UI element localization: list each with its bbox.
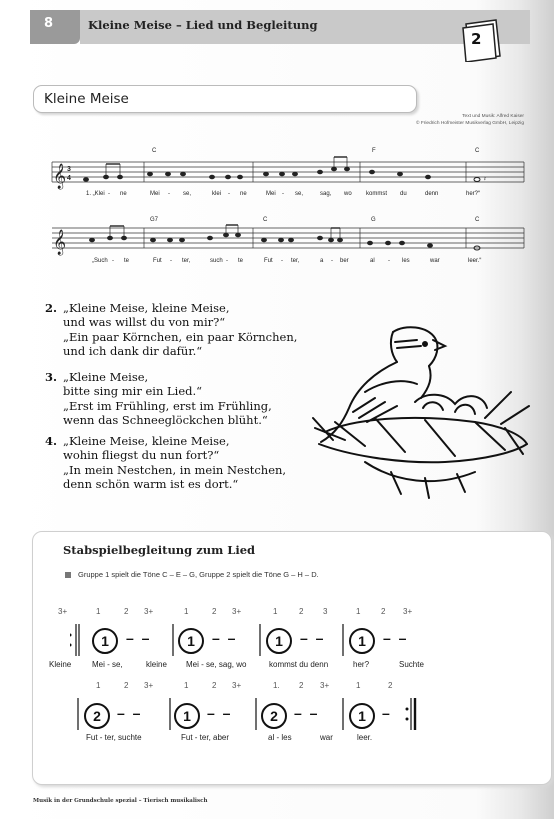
verse-line: denn schön warm ist es dort.“ (63, 476, 239, 491)
lyric-syllable: such (210, 258, 223, 264)
note-circle: 1 (349, 628, 375, 654)
accomp-lyric: leer. (357, 733, 373, 742)
svg-text:4: 4 (67, 175, 71, 182)
note-circle: 1 (178, 628, 204, 654)
lyric-syllable: ter, (291, 258, 300, 264)
beat-count: 1 (184, 607, 189, 616)
chapter-badge-icon (460, 18, 518, 62)
lyric-syllable: leer.“ (468, 258, 482, 264)
lyric-syllable: te (238, 258, 244, 264)
lyric-syllable: wo (344, 191, 352, 197)
lyric-syllable: - (281, 258, 283, 264)
svg-text:3: 3 (67, 166, 71, 173)
lyric-syllable: ber (340, 258, 349, 264)
lyric-syllable: - (331, 258, 333, 264)
chapter-number: 2 (471, 30, 482, 48)
lyric-syllable: ne (240, 191, 247, 197)
lyric-syllable: a (320, 258, 324, 264)
lyric-syllable: - (112, 258, 114, 264)
lyric-syllable: kommst (366, 191, 387, 197)
beat-count: 2 (124, 607, 129, 616)
lyric-syllable: 1. „Klei (86, 191, 105, 197)
beat-count: 1. (273, 681, 280, 690)
chord-label: F (372, 148, 376, 154)
credit-publisher: © Friedrich Hofmeister Musikverlag GmbH, Leipzig (415, 121, 524, 126)
accomp-lyric: al - les (268, 733, 292, 742)
accompaniment-title: Stabspielbegleitung zum Lied (63, 543, 256, 557)
beat-count: 2 (299, 681, 304, 690)
beat-count: 3 (323, 607, 328, 616)
beat-count: 3+ (58, 607, 68, 616)
note-circle: 2 (261, 703, 287, 729)
hold-dashes: – – (383, 630, 407, 646)
note-circle: 1 (174, 703, 200, 729)
accomp-lyric: her? (353, 660, 370, 669)
credit-author: Text und Musik: Alfred Kaiser (462, 114, 524, 119)
hold-dashes: – – (212, 630, 236, 646)
note-circle: 1 (92, 628, 118, 654)
lyric-syllable: sag, (320, 191, 332, 197)
music-staff-2 (0, 224, 554, 260)
lyric-syllable: - (388, 258, 390, 264)
hold-dashes: – – (300, 630, 324, 646)
beat-count: 3+ (320, 681, 330, 690)
page-title: Kleine Meise – Lied und Begleitung (88, 18, 318, 32)
accomp-lyric: kommst du denn (269, 660, 329, 669)
beat-count: 2 (388, 681, 393, 690)
verse-line: „Erst im Frühling, erst im Frühling, (63, 398, 272, 413)
lyric-syllable: du (400, 191, 407, 197)
page-number-tab (30, 10, 80, 44)
beat-count: 1 (184, 681, 189, 690)
beat-count: 3+ (144, 681, 154, 690)
verse-line: „Kleine Meise, kleine Meise, (63, 434, 230, 448)
chord-label: G (371, 217, 376, 223)
lyric-syllable: war (430, 258, 440, 264)
lyric-syllable: - (282, 191, 284, 197)
beat-count: 1 (356, 607, 361, 616)
verse-line: wenn das Schneeglöckchen blüht.“ (63, 412, 268, 427)
svg-text:𝄽: 𝄽 (484, 177, 486, 183)
bullet-square-icon (65, 572, 71, 578)
beat-count: 1 (96, 681, 101, 690)
lyric-syllable: les (402, 258, 410, 264)
lyric-syllable: te (124, 258, 130, 264)
verse-line: „In mein Nestchen, in mein Nestchen, (63, 462, 287, 477)
chord-label: C (475, 148, 480, 154)
verse-4 (63, 434, 286, 491)
lyric-syllable: se, (295, 191, 304, 197)
hold-dashes: – – (294, 705, 318, 721)
music-staff-1 (0, 156, 554, 196)
verse-number: 2. (45, 301, 58, 315)
song-title: Kleine Meise (44, 91, 129, 107)
lyric-syllable: Mei (266, 191, 276, 197)
svg-text:𝄞: 𝄞 (53, 230, 67, 255)
note-circle: 2 (84, 703, 110, 729)
verse-line: und ich dank dir dafür.“ (63, 343, 203, 358)
note-circle: 1 (266, 628, 292, 654)
hold-dashes: – – (126, 630, 150, 646)
note-circle: 1 (349, 703, 375, 729)
svg-text:𝄞: 𝄞 (53, 164, 67, 189)
beat-count: 3+ (403, 607, 413, 616)
verse-line: bitte sing mir ein Lied.“ (63, 384, 203, 399)
verse-line: „Kleine Meise, (63, 370, 149, 384)
lyric-syllable: - (226, 258, 228, 264)
hold-dashes: – – (207, 705, 231, 721)
chord-label: C (475, 217, 480, 223)
lyric-syllable: denn (425, 191, 439, 197)
accomp-lyric: Fut - ter, suchte (86, 733, 142, 742)
bird-in-nest-illustration (305, 322, 537, 502)
beat-count: 3+ (232, 607, 242, 616)
lyric-syllable: Fut (153, 258, 162, 264)
lyric-syllable: - (228, 191, 230, 197)
beat-count: 1 (96, 607, 101, 616)
verse-number: 3. (45, 370, 58, 384)
lyric-syllable: se, (183, 191, 192, 197)
lyric-syllable: „Such (92, 258, 108, 264)
lyric-syllable: Fut (264, 258, 273, 264)
beat-count: 3+ (232, 681, 242, 690)
accomp-lyric: kleine (146, 660, 167, 669)
lyric-syllable: al (370, 258, 375, 264)
lyric-syllable: Mei (150, 191, 160, 197)
verse-line: „Kleine Meise, kleine Meise, (63, 301, 230, 315)
lyric-syllable: - (170, 258, 172, 264)
chord-label: G7 (150, 217, 159, 223)
chord-label: C (263, 217, 268, 223)
hold-dashes: – (382, 705, 390, 721)
beat-count: 2 (212, 681, 217, 690)
verse-2 (63, 301, 297, 358)
beat-count: 2 (212, 607, 217, 616)
accomp-lyric: Mei - se, (92, 660, 123, 669)
lyric-syllable: - (108, 191, 110, 197)
page-number: 8 (44, 16, 54, 31)
accompaniment-instruction: Gruppe 1 spielt die Töne C – E – G, Gruppe 2 spielt die Töne G – H – D. (78, 570, 319, 579)
page-footer: Musik in der Grundschule spezial – Tierisch musikalisch (33, 798, 208, 804)
accomp-lyric: Suchte (399, 660, 424, 669)
beat-count: 1 (273, 607, 278, 616)
verse-line: und was willst du von mir?“ (63, 315, 226, 330)
lyric-syllable: ne (120, 191, 127, 197)
verse-line: „Ein paar Körnchen, ein paar Körnchen, (63, 329, 298, 344)
lyric-syllable: ter, (182, 258, 191, 264)
verse-3 (63, 370, 272, 427)
beat-count: 1 (356, 681, 361, 690)
accomp-lyric: Fut - ter, aber (181, 733, 230, 742)
verse-number: 4. (45, 434, 58, 448)
accomp-lyric: Mei - se, sag, wo (186, 660, 247, 669)
beat-count: 2 (124, 681, 129, 690)
accomp-lyric: war (320, 733, 333, 742)
accomp-lyric: Kleine (49, 660, 72, 669)
chord-label: C (152, 148, 157, 154)
verse-line: wohin fliegst du nun fort?“ (63, 448, 220, 463)
beat-count: 3+ (144, 607, 154, 616)
hold-dashes: – – (117, 705, 141, 721)
lyric-syllable: - (168, 191, 170, 197)
beat-count: 2 (381, 607, 386, 616)
lyric-syllable: klei (212, 191, 222, 197)
beat-count: 2 (299, 607, 304, 616)
lyric-syllable: her?“ (466, 191, 481, 197)
